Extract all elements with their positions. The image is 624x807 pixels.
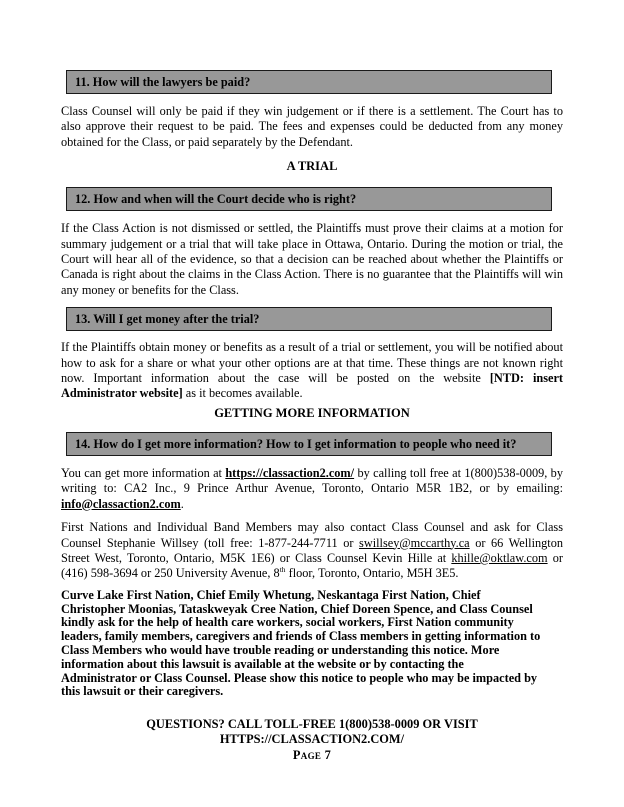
money-after-trial-text-end: as it becomes available. bbox=[182, 386, 303, 401]
page-number: Page 7 bbox=[292, 747, 332, 762]
section-header-q14-label: 14. How do I get more information? How to I get information to people who need it? bbox=[75, 436, 517, 451]
chiefs-request-line-1: Curve Lake First Nation, Chief Emily Whetung, Neskantaga First Nation, Chief bbox=[61, 587, 481, 602]
paragraph-class-counsel-contacts bbox=[61, 520, 563, 582]
chiefs-request-line-2: Christopher Moonias, Tataskweyak Cree Nation, Chief Doreen Spence, and Class Counsel bbox=[61, 601, 533, 616]
swillsey-email-link[interactable]: swillsey@mccarthy.ca bbox=[359, 535, 470, 550]
chiefs-request-line-4: leaders, family members, caregivers and friends of Class members in getting information to bbox=[61, 629, 541, 644]
section-header-q12-label: 12. How and when will the Court decide who is right? bbox=[75, 192, 357, 207]
ntd-administrator-website-placeholder: [NTD: insert Administrator website] bbox=[61, 371, 563, 401]
class-counsel-text-mid1: or 66 Wellington Street West, Toronto, Ontario, M5K 1E6) or Class Counsel Kevin Hille at bbox=[61, 535, 563, 565]
money-after-trial-text: If the Plaintiffs obtain money or benefits as a result of a trial or settlement, you will be notified about how to ask for a share or what your other options are at that time. These things are not known right now. Important information about the case will be posted on the website bbox=[61, 340, 563, 386]
class-counsel-text-mid2: or (416) 598-3694 or 250 University Avenue, 8 bbox=[61, 550, 563, 581]
class-counsel-text-end: floor, Toronto, Ontario, M5H 3E5. bbox=[285, 566, 459, 581]
paragraph-court-decide: If the Class Action is not dismissed or settled, the Plaintiffs must prove their claims at a motion for summary judgement or a trial that will take place in Ottawa, Ontario. During the motion or trial, the Court will hear all of the evidence, so that a decision can be reached about whether the Plaintiffs or Canada is right about the claims in the Class Action. There is no guarantee that the Plaintiffs will win any money or benefits for the Class. bbox=[61, 221, 563, 297]
page-footer bbox=[0, 717, 624, 763]
more-info-text-end: . bbox=[180, 496, 184, 511]
heading-getting-more-information: GETTING MORE INFORMATION bbox=[214, 405, 410, 420]
chiefs-request-line-7: Administrator or Class Counsel. Please show this notice to people who may be impacted by bbox=[61, 670, 538, 685]
section-header-q12 bbox=[66, 187, 552, 211]
chiefs-request-line-8: this lawsuit or their caregivers. bbox=[61, 684, 224, 699]
ordinal-superscript: th bbox=[279, 565, 286, 575]
document-body bbox=[61, 70, 563, 699]
chiefs-request-line-6: information about this lawsuit is available at the website or by contacting the bbox=[61, 656, 464, 671]
paragraph-money-after-trial bbox=[61, 340, 563, 402]
section-header-q11 bbox=[66, 70, 552, 94]
chiefs-request-line-5: Class Members who would have trouble reading or understanding this notice. More bbox=[61, 642, 500, 657]
classaction2-website-link[interactable]: https://classaction2.com/ bbox=[225, 465, 355, 480]
info-email-link[interactable]: info@classaction2.com bbox=[61, 496, 181, 511]
section-header-q13 bbox=[66, 307, 552, 331]
class-counsel-text: First Nations and Individual Band Members may also contact Class Counsel and ask for Class Counsel Stephanie Willsey (toll free: 1-877-244-7711 or bbox=[61, 520, 563, 550]
heading-a-trial: A TRIAL bbox=[286, 159, 338, 174]
more-info-text: You can get more information at bbox=[61, 465, 226, 480]
khille-email-link[interactable]: khille@oktlaw.com bbox=[451, 550, 548, 565]
section-header-q13-label: 13. Will I get money after the trial? bbox=[75, 312, 260, 327]
footer-questions-line: QUESTIONS? CALL TOLL-FREE 1(800)538-0009 OR VISIT bbox=[146, 717, 478, 731]
chiefs-request-line-3: kindly ask for the help of health care workers, social workers, First Nation community bbox=[61, 615, 514, 630]
footer-website-line: HTTPS://CLASSACTION2.COM/ bbox=[219, 732, 405, 747]
paragraph-lawyers-paid: Class Counsel will only be paid if they win judgement or if there is a settlement. The Court has to also approve their request to be paid. The fees and expenses could be deducted from any money obtained for the Class, or paid separately by the Defendant. bbox=[61, 104, 563, 149]
section-header-q11-label: 11. How will the lawyers be paid? bbox=[75, 75, 251, 89]
section-header-q14 bbox=[66, 432, 552, 456]
paragraph-chiefs-request bbox=[61, 589, 563, 699]
more-info-text-mid: by calling toll free at 1(800)538-0009, by writing to: CA2 Inc., 9 Prince Arthur Avenue, Toronto, Ontario M5R 1B2, or by emailing: bbox=[61, 465, 563, 496]
paragraph-more-info bbox=[61, 466, 563, 512]
